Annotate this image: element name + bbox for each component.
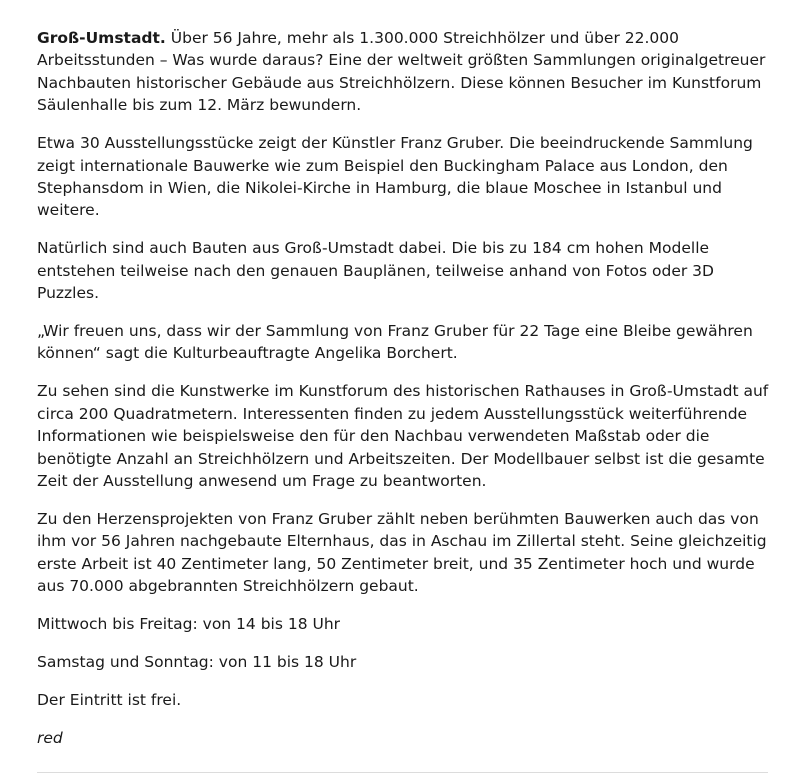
article-body (37, 27, 777, 765)
author-byline: red (37, 728, 63, 747)
lead-paragraph (37, 27, 777, 117)
admission-info: Der Eintritt ist frei. (37, 690, 182, 709)
paragraph-exhibits: Etwa 30 Ausstellungsstücke zeigt der Künstler Franz Gruber. Die beeindruckende Sammlung zeigt internationale Bauwerke wie zum Beispiel den Buckingham Palace aus London, den Stephansdom in Wien, die Nikolei-Kirche in Hamburg, die blaue Moschee in Istanbul und weitere. (37, 134, 753, 220)
paragraph-parents-house: Zu den Herzensprojekten von Franz Gruber zählt neben berühmten Bauwerken auch das von ihm vor 56 Jahren nachgebaute Elternhaus, das in Aschau im Zillertal steht. Seine gleichzeitig erste Arbeit ist 40 Zentimeter lang, 50 Zentimeter breit, und 35 Zentimeter hoch und wurde aus 70.000 abgebrannten Streichhölzern gebaut. (37, 509, 767, 596)
opening-hours-weekend: Samstag und Sonntag: von 11 bis 18 Uhr (37, 652, 357, 671)
paragraph-venue: Zu sehen sind die Kunstwerke im Kunstforum des historischen Rathauses in Groß-Umstadt auf circa 200 Quadratmetern. Interessenten finden zu jedem Ausstellungsstück weiterführende Informationen wie beispielsweise den für den Nachbau verwendeten Maßstab oder die benötigte Anzahl an Streichhölzern und Arbeitszeiten. Der Modellbauer selbst ist die gesamte Zeit der Ausstellung anwesend um Frage zu beantworten. (37, 382, 769, 490)
dateline-location: Groß-Umstadt. (37, 29, 166, 47)
paragraph-quote: „Wir freuen uns, dass wir der Sammlung von Franz Gruber für 22 Tage eine Bleibe gewähren können“ sagt die Kulturbeauftragte Angelika Borchert. (37, 321, 753, 363)
paragraph-local-buildings: Natürlich sind auch Bauten aus Groß-Umstadt dabei. Die bis zu 184 cm hohen Modelle entstehen teilweise nach den genauen Bauplänen, teilweise anhand von Fotos oder 3D Puzzles. (37, 239, 714, 303)
lead-text: Über 56 Jahre, mehr als 1.300.000 Streichhölzer und über 22.000 Arbeitsstunden – Was wurde daraus? Eine der weltweit größten Sammlungen originalgetreuer Nachbauten historischer Gebäude aus Streichhölzern. Diese können Besucher im Kunstforum Säulenhalle bis zum 12. März bewundern. (37, 29, 766, 115)
article-divider (37, 772, 768, 773)
opening-hours-weekday: Mittwoch bis Freitag: von 14 bis 18 Uhr (37, 614, 341, 633)
